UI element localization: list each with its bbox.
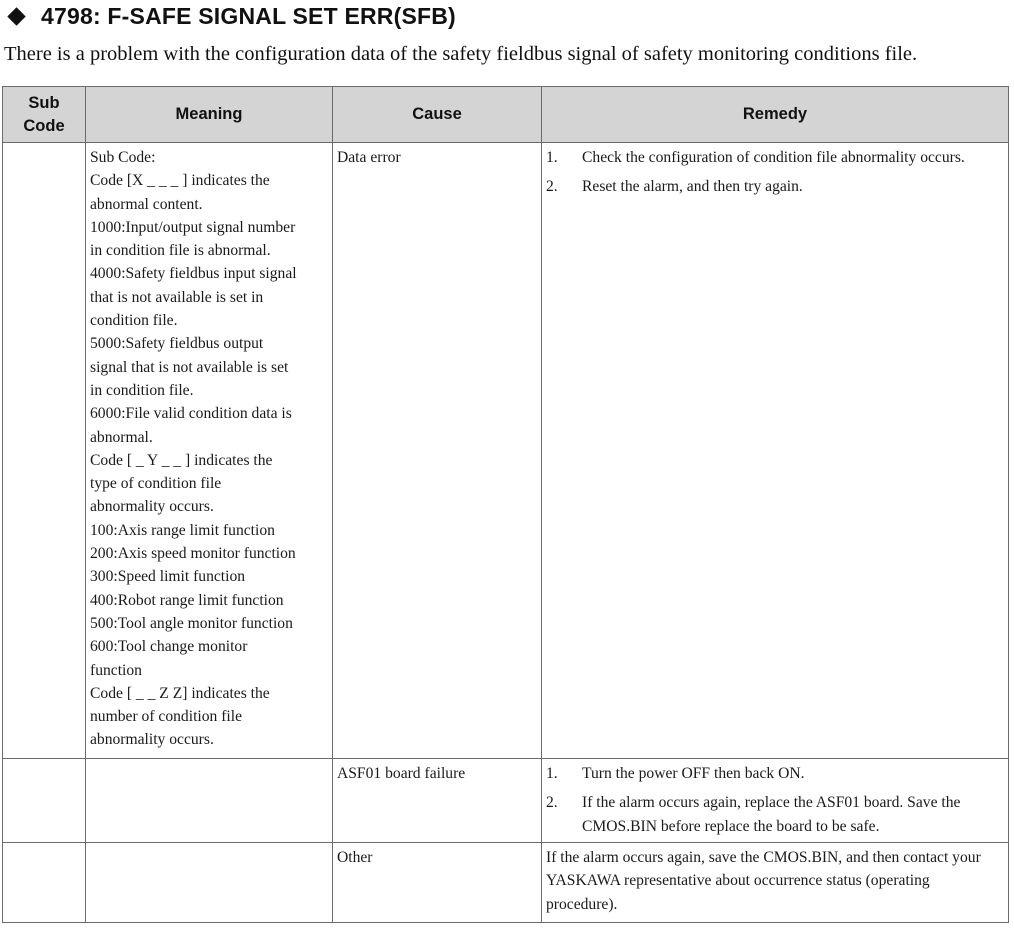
header-meaning: Meaning bbox=[86, 87, 333, 143]
meaning-line: Sub Code: bbox=[90, 149, 156, 166]
meaning-line: Code [X _ _ _ ] indicates the bbox=[90, 172, 270, 190]
alarm-title bbox=[6, 0, 456, 32]
meaning-line: number of condition file bbox=[90, 708, 243, 726]
remedy-steps bbox=[546, 762, 1004, 838]
remedy-step bbox=[546, 791, 1004, 838]
step-text: Reset the alarm, and then try again. bbox=[582, 178, 803, 196]
diamond-bullet-icon bbox=[7, 7, 25, 25]
meaning-cell bbox=[86, 143, 333, 759]
remedy-cell: If the alarm occurs again, save the CMOS.BIN, and then contact your YASKAWA representative about occurrence status (operating procedure). bbox=[542, 843, 1009, 923]
meaning-line: type of condition file bbox=[90, 475, 222, 493]
header-sub-code bbox=[3, 87, 86, 143]
table-row bbox=[3, 143, 1009, 759]
table-row bbox=[3, 843, 1009, 923]
meaning-line: abnormality occurs. bbox=[90, 498, 214, 516]
remedy-step bbox=[546, 762, 1004, 785]
step-number: 1. bbox=[546, 765, 558, 782]
table-header-row bbox=[3, 87, 1009, 143]
cause-cell: ASF01 board failure bbox=[333, 759, 542, 843]
meaning-line: condition file. bbox=[90, 312, 178, 330]
step-text: Turn the power OFF then back ON. bbox=[582, 765, 805, 782]
meaning-line: that is not available is set in bbox=[90, 288, 264, 306]
remedy-step bbox=[546, 175, 1004, 198]
sub-code-cell bbox=[3, 759, 86, 843]
meaning-line: abnormality occurs. bbox=[90, 731, 214, 749]
step-text: If the alarm occurs again, replace the ASF01 board. Save the CMOS.BIN before replace the board to be safe. bbox=[582, 794, 961, 835]
meaning-cell bbox=[86, 759, 333, 843]
meaning-line: 6000:File valid condition data is bbox=[90, 405, 292, 423]
meaning-line: 600:Tool change monitor bbox=[90, 638, 248, 656]
header-sub-code-line2: Code bbox=[23, 116, 65, 135]
meaning-line: function bbox=[90, 661, 142, 679]
step-number: 1. bbox=[546, 149, 558, 166]
meaning-line: 200:Axis speed monitor function bbox=[90, 545, 296, 563]
sub-code-cell bbox=[3, 143, 86, 759]
alarm-title-text: 4798: F-SAFE SIGNAL SET ERR(SFB) bbox=[41, 2, 456, 29]
meaning-line: in condition file. bbox=[90, 381, 194, 399]
meaning-line: Code [ _ Y _ _ ] indicates the bbox=[90, 451, 273, 469]
table-row bbox=[3, 759, 1009, 843]
meaning-line: Code [ _ _ Z Z] indicates the bbox=[90, 684, 270, 702]
meaning-line: 300:Speed limit function bbox=[90, 568, 246, 586]
meaning-line: 400:Robot range limit function bbox=[90, 591, 284, 609]
remedy-step bbox=[546, 146, 1004, 169]
meaning-line: in condition file is abnormal. bbox=[90, 242, 271, 260]
header-sub-code-line1: Sub bbox=[28, 93, 60, 112]
meaning-line: abnormal content. bbox=[90, 195, 203, 213]
meaning-cell bbox=[86, 843, 333, 923]
sub-code-cell bbox=[3, 843, 86, 923]
meaning-line: 500:Tool angle monitor function bbox=[90, 614, 293, 632]
step-number: 2. bbox=[546, 178, 558, 196]
remedy-cell bbox=[542, 759, 1009, 843]
meaning-line: abnormal. bbox=[90, 428, 153, 446]
remedy-steps bbox=[546, 146, 1004, 199]
step-text: Check the configuration of condition file abnormality occurs. bbox=[582, 149, 965, 166]
alarm-table bbox=[2, 86, 1009, 923]
header-cause: Cause bbox=[333, 87, 542, 143]
cause-cell: Data error bbox=[333, 143, 542, 759]
header-remedy: Remedy bbox=[542, 87, 1009, 143]
meaning-line: 1000:Input/output signal number bbox=[90, 218, 296, 236]
step-number: 2. bbox=[546, 794, 558, 812]
meaning-line: 5000:Safety fieldbus output bbox=[90, 335, 264, 353]
alarm-description: There is a problem with the configuration data of the safety fieldbus signal of safety monitoring conditions file. bbox=[4, 43, 918, 65]
meaning-line: 100:Axis range limit function bbox=[90, 521, 275, 539]
meaning-line: 4000:Safety fieldbus input signal bbox=[90, 265, 297, 283]
remedy-cell bbox=[542, 143, 1009, 759]
cause-cell: Other bbox=[333, 843, 542, 923]
meaning-line: signal that is not available is set bbox=[90, 358, 289, 376]
